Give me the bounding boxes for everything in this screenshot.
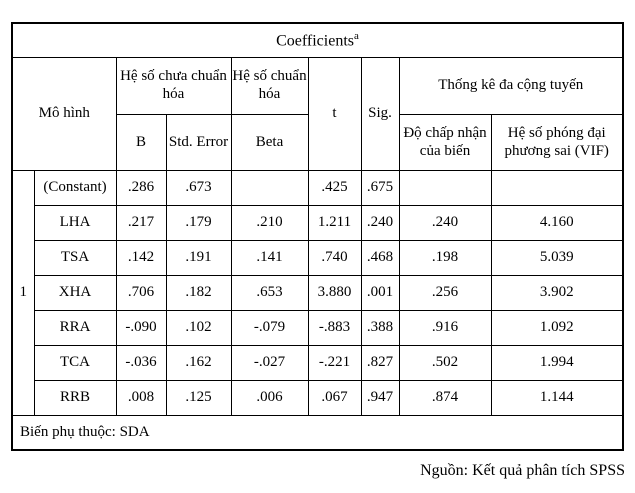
vif-cell xyxy=(491,171,623,206)
tolerance-cell: .256 xyxy=(399,276,491,311)
beta-cell xyxy=(231,171,308,206)
t-cell: -.883 xyxy=(308,311,361,346)
tolerance-cell: .198 xyxy=(399,241,491,276)
t-cell: -.221 xyxy=(308,346,361,381)
beta-cell: .653 xyxy=(231,276,308,311)
header-std-error: Std. Error xyxy=(166,115,231,171)
tolerance-cell: .916 xyxy=(399,311,491,346)
header-collinearity: Thống kê đa cộng tuyến xyxy=(399,58,623,115)
table-row xyxy=(12,346,623,381)
vif-cell: 1.092 xyxy=(491,311,623,346)
beta-cell: .006 xyxy=(231,381,308,416)
header-tolerance: Độ chấp nhận của biến xyxy=(399,115,491,171)
table-row xyxy=(12,206,623,241)
dependent-variable-note: Biến phụ thuộc: SDA xyxy=(12,416,623,451)
variable-cell: LHA xyxy=(34,206,116,241)
header-sig: Sig. xyxy=(361,58,399,171)
coefficients-table xyxy=(11,22,624,451)
sig-cell: .001 xyxy=(361,276,399,311)
std-error-cell: .191 xyxy=(166,241,231,276)
sig-cell: .468 xyxy=(361,241,399,276)
table-title xyxy=(12,23,623,58)
tolerance-cell: .874 xyxy=(399,381,491,416)
table-row xyxy=(12,241,623,276)
t-cell: 3.880 xyxy=(308,276,361,311)
tolerance-cell: .502 xyxy=(399,346,491,381)
b-cell: .008 xyxy=(116,381,166,416)
model-number-cell: 1 xyxy=(12,171,34,416)
t-cell: .740 xyxy=(308,241,361,276)
variable-cell: (Constant) xyxy=(34,171,116,206)
beta-cell: .210 xyxy=(231,206,308,241)
variable-cell: RRA xyxy=(34,311,116,346)
variable-cell: RRB xyxy=(34,381,116,416)
tolerance-cell: .240 xyxy=(399,206,491,241)
b-cell: .142 xyxy=(116,241,166,276)
title-row xyxy=(12,23,623,58)
std-error-cell: .179 xyxy=(166,206,231,241)
std-error-cell: .162 xyxy=(166,346,231,381)
std-error-cell: .125 xyxy=(166,381,231,416)
sig-cell: .388 xyxy=(361,311,399,346)
vif-cell: 5.039 xyxy=(491,241,623,276)
sig-cell: .947 xyxy=(361,381,399,416)
header-row-1 xyxy=(12,58,623,115)
variable-cell: TSA xyxy=(34,241,116,276)
sig-cell: .675 xyxy=(361,171,399,206)
table-row xyxy=(12,311,623,346)
header-vif: Hệ số phóng đại phương sai (VIF) xyxy=(491,115,623,171)
vif-cell: 1.144 xyxy=(491,381,623,416)
beta-cell: .141 xyxy=(231,241,308,276)
header-b: B xyxy=(116,115,166,171)
b-cell: -.090 xyxy=(116,311,166,346)
source-note: Nguồn: Kết quả phân tích SPSS xyxy=(420,462,625,479)
table-row xyxy=(12,381,623,416)
table-row xyxy=(12,171,623,206)
t-cell: 1.211 xyxy=(308,206,361,241)
header-standardized: Hệ số chuẩn hóa xyxy=(231,58,308,115)
b-cell: -.036 xyxy=(116,346,166,381)
vif-cell: 1.994 xyxy=(491,346,623,381)
b-cell: .217 xyxy=(116,206,166,241)
tolerance-cell xyxy=(399,171,491,206)
sig-cell: .240 xyxy=(361,206,399,241)
header-beta: Beta xyxy=(231,115,308,171)
t-cell: .425 xyxy=(308,171,361,206)
b-cell: .286 xyxy=(116,171,166,206)
variable-cell: XHA xyxy=(34,276,116,311)
table-title-text: Coefficients xyxy=(276,32,354,50)
std-error-cell: .102 xyxy=(166,311,231,346)
sig-cell: .827 xyxy=(361,346,399,381)
header-t: t xyxy=(308,58,361,171)
std-error-cell: .182 xyxy=(166,276,231,311)
variable-cell: TCA xyxy=(34,346,116,381)
table-row xyxy=(12,276,623,311)
beta-cell: -.079 xyxy=(231,311,308,346)
vif-cell: 4.160 xyxy=(491,206,623,241)
t-cell: .067 xyxy=(308,381,361,416)
table-title-superscript: a xyxy=(354,29,359,42)
vif-cell: 3.902 xyxy=(491,276,623,311)
beta-cell: -.027 xyxy=(231,346,308,381)
header-unstandardized: Hệ số chưa chuẩn hóa xyxy=(116,58,231,115)
header-model: Mô hình xyxy=(12,58,116,171)
std-error-cell: .673 xyxy=(166,171,231,206)
b-cell: .706 xyxy=(116,276,166,311)
footer-row xyxy=(12,416,623,451)
